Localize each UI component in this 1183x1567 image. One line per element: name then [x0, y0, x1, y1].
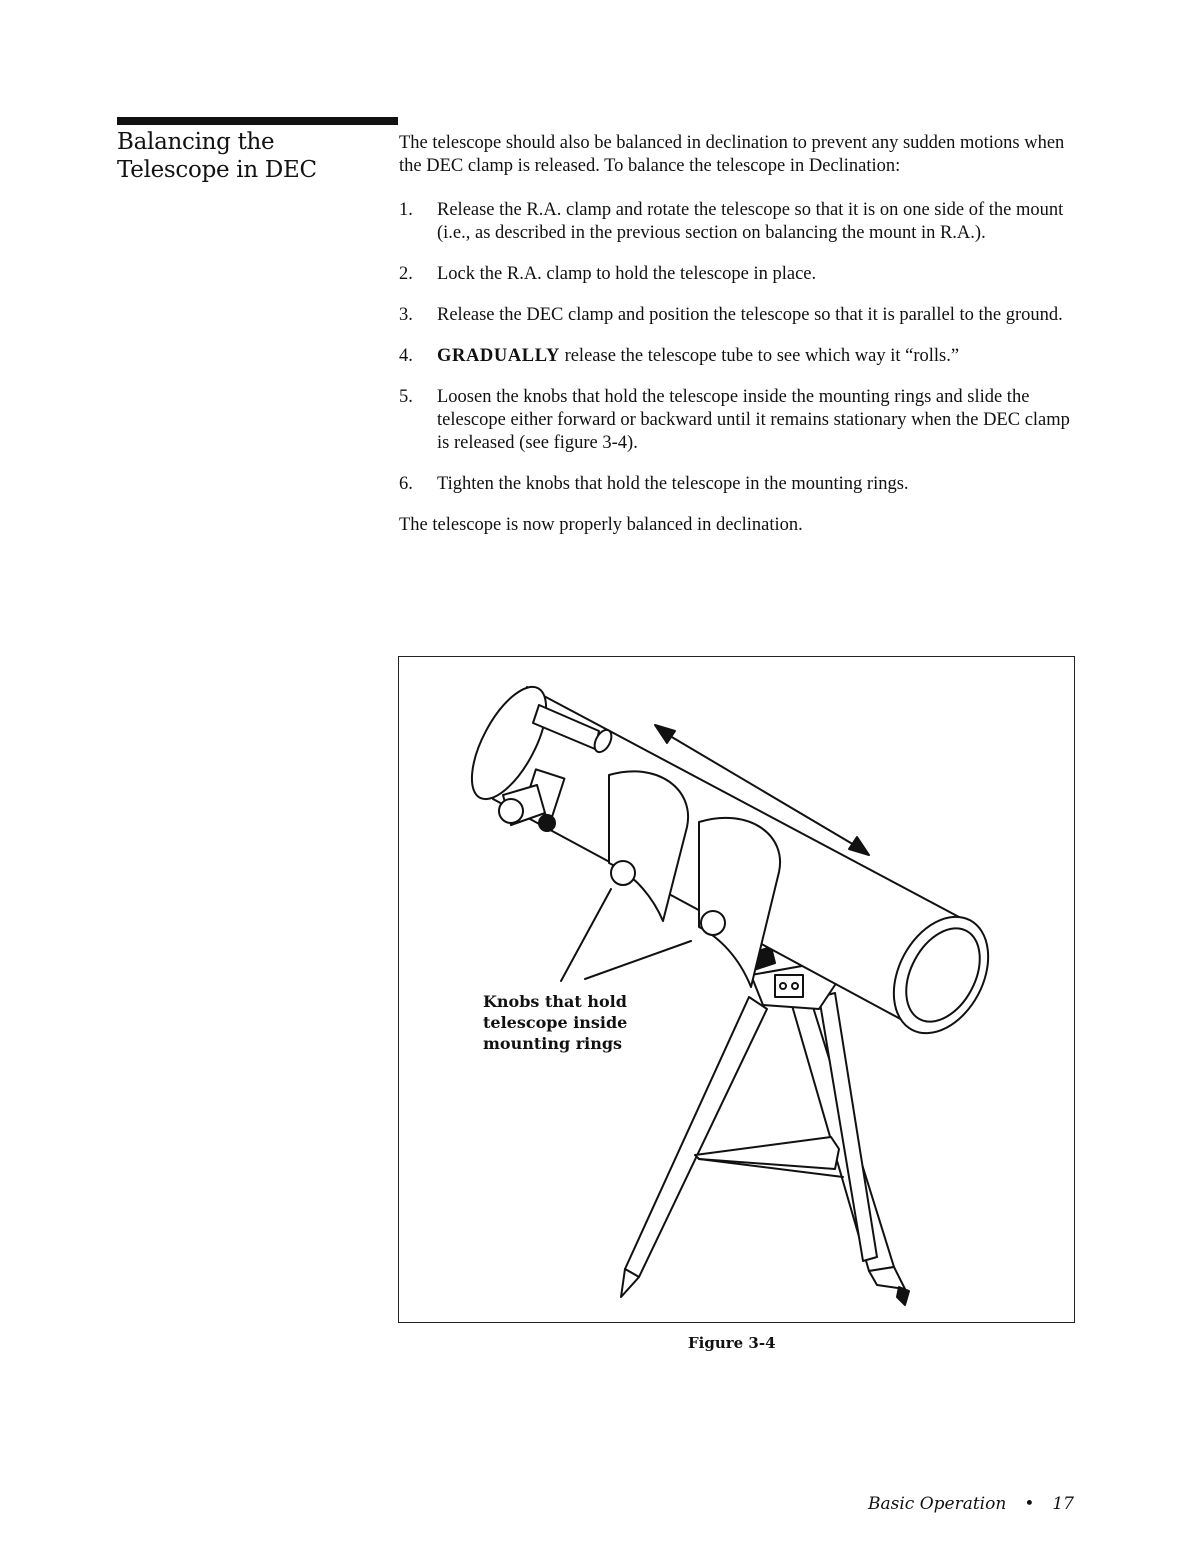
intro-paragraph: The telescope should also be balanced in declination to prevent any sudden motions when the DEC clamp is released. To balance the telescope in Declination: — [399, 133, 1065, 176]
step-item — [399, 345, 1079, 368]
step-number: 5. — [399, 387, 413, 407]
motion-arrow-head-left — [655, 725, 675, 743]
section-rule — [117, 117, 398, 125]
step-number: 3. — [399, 305, 413, 325]
step-item — [399, 473, 1079, 496]
step-text: Loosen the knobs that hold the telescope inside the mounting rings and slide the telescope either forward or backward until it remains stationary when the DEC clamp is released (see figure 3-4). — [437, 387, 1070, 453]
step-number: 1. — [399, 200, 413, 220]
step-number: 6. — [399, 474, 413, 494]
step-text: Lock the R.A. clamp to hold the telescope in place. — [437, 264, 817, 284]
section-heading: Balancing the Telescope in DEC — [117, 129, 317, 183]
outro-paragraph: The telescope is now properly balanced in declination. — [399, 515, 803, 535]
step-text: Tighten the knobs that hold the telescope in the mounting rings. — [437, 474, 909, 494]
step-keyword: GRADUALLY — [437, 346, 560, 366]
ring-knob-front — [701, 911, 725, 935]
focus-knob — [539, 815, 555, 831]
ring-knob-rear — [611, 861, 635, 885]
telescope-illustration — [399, 657, 1074, 1322]
eyepiece-lens — [499, 799, 523, 823]
callout-leader-1 — [561, 889, 611, 981]
tripod-leg-rear-foot — [897, 1287, 909, 1305]
figure-frame — [398, 656, 1075, 1323]
step-text: Release the DEC clamp and position the telescope so that it is parallel to the ground. — [437, 305, 1063, 325]
figure-callout: Knobs that hold telescope inside mounting rings — [483, 992, 628, 1053]
step-item — [399, 199, 1079, 245]
callout-leader-2 — [585, 941, 691, 979]
figure-caption: Figure 3-4 — [688, 1334, 776, 1352]
step-item — [399, 263, 1079, 286]
step-number: 2. — [399, 264, 413, 284]
step-item — [399, 304, 1079, 327]
tripod-leg-right-foot — [869, 1267, 905, 1289]
step-item — [399, 386, 1079, 455]
step-text: release the telescope tube to see which way it “rolls.” — [559, 346, 960, 366]
step-number: 4. — [399, 346, 413, 366]
page-number: 17 — [1052, 1494, 1074, 1514]
step-list — [399, 199, 1079, 496]
body-column — [399, 132, 1079, 537]
footer-bullet: • — [1024, 1494, 1035, 1514]
accessory-tray — [695, 1137, 839, 1169]
step-text: Release the R.A. clamp and rotate the telescope so that it is on one side of the mount (i.e., as described in the previous section on balancing the mount in R.A.). — [437, 200, 1064, 243]
motion-arrow-head-right — [849, 837, 869, 855]
page-footer — [868, 1494, 1074, 1514]
chapter-title: Basic Operation — [868, 1494, 1007, 1514]
